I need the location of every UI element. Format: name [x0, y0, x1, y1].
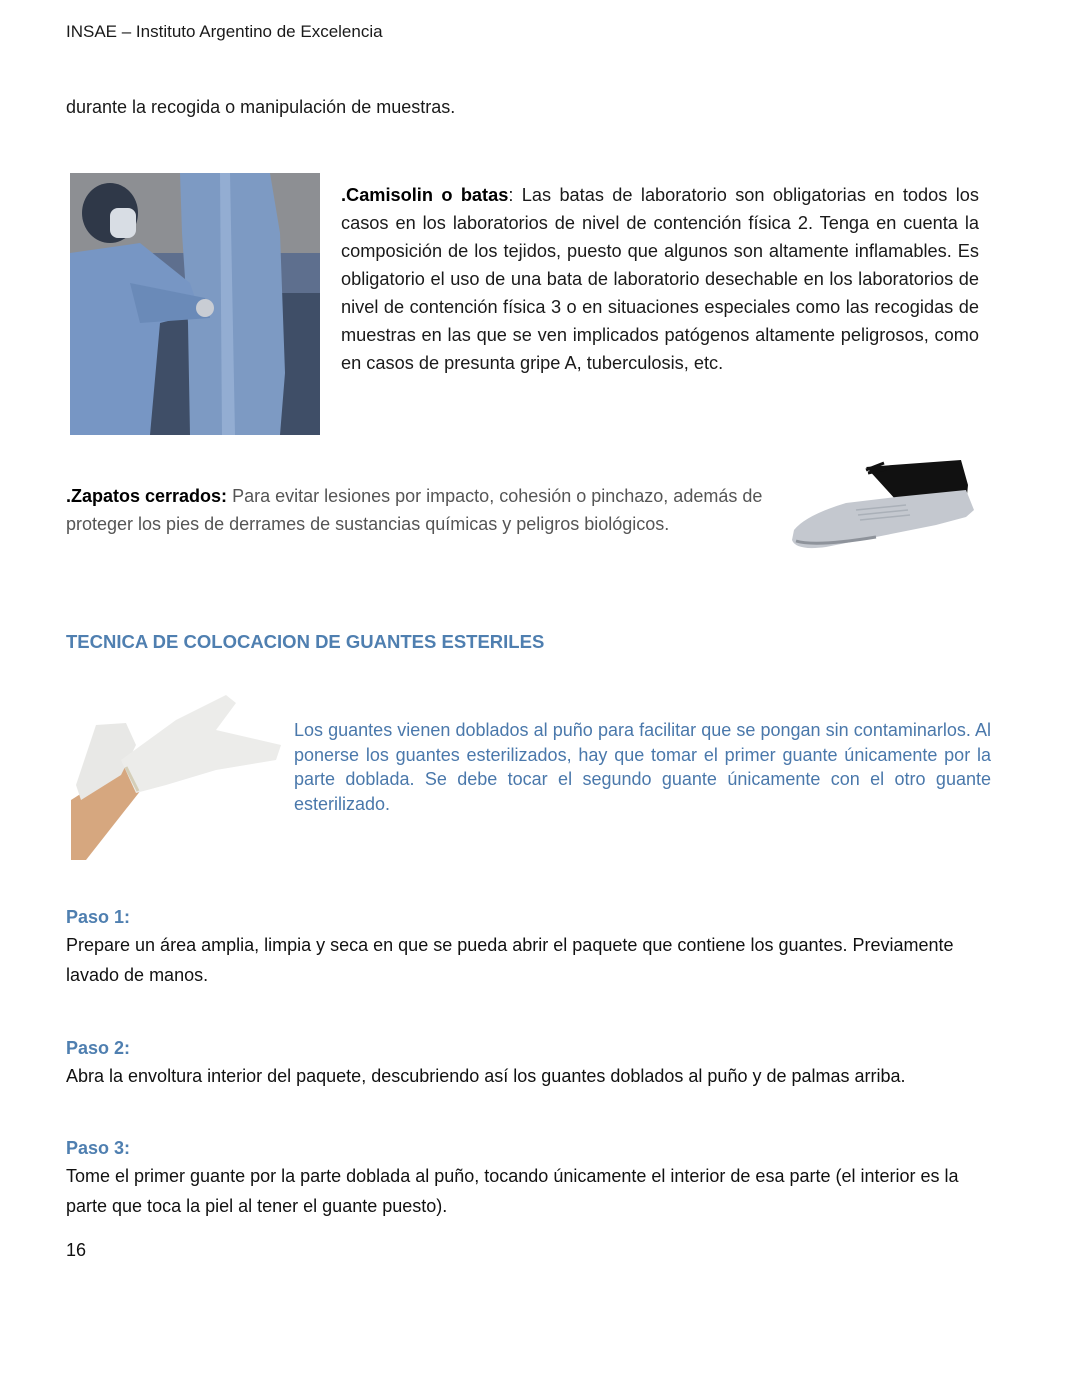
step-2-text: Abra la envoltura interior del paquete, descubriendo así los guantes doblados al puño y de palmas arriba.	[66, 1066, 906, 1086]
gown-illustration-icon	[70, 173, 320, 435]
page-number: 16	[66, 1240, 87, 1260]
shoe-cover-icon	[786, 455, 976, 555]
closed-shoe-image	[786, 455, 976, 555]
shoes-paragraph	[66, 482, 806, 538]
lab-gown-image	[70, 173, 320, 435]
gown-paragraph	[341, 181, 979, 377]
sterile-glove-image	[66, 685, 286, 865]
step-2-title: Paso 2:	[66, 1038, 131, 1058]
step-3-text: Tome el primer guante por la parte doblada al puño, tocando únicamente el interior de esa parte (el interior es la parte que toca la piel al tener el guante puesto).	[66, 1166, 959, 1216]
gown-title: .Camisolin o batas	[341, 185, 509, 205]
step-1-title: Paso 1:	[66, 907, 131, 927]
step-1-text: Prepare un área amplia, limpia y seca en que se pueda abrir el paquete que contiene los guantes. Previamente lavado de manos.	[66, 935, 954, 985]
continuation-text: durante la recogida o manipulación de muestras.	[66, 97, 456, 117]
section-title: TECNICA DE COLOCACION DE GUANTES ESTERILES	[66, 631, 545, 652]
gloves-intro-paragraph: Los guantes vienen doblados al puño para facilitar que se pongan sin contaminarlos. Al ponerse los guantes esterilizados, hay que tomar el primer guante únicamente por la parte doblada. Se debe tocar el segundo guante únicamente con el otro guante esterilizado.	[294, 720, 991, 814]
glove-hand-icon	[66, 685, 286, 865]
shoes-title: .Zapatos cerrados:	[66, 486, 228, 506]
step-3-title: Paso 3:	[66, 1138, 131, 1158]
page-header: INSAE – Instituto Argentino de Excelencia	[66, 22, 383, 41]
shoes-text: Para evitar lesiones por impacto, cohesión o pinchazo, además de proteger los pies de derrames de sustancias químicas y peligros biológicos.	[66, 486, 763, 534]
gown-text: : Las batas de laboratorio son obligatorias en todos los casos en los laboratorios de nivel de contención física 2. Tenga en cuenta la composición de los tejidos, puesto que algunos son altamente inflamables. Es obligatorio el uso de una bata de laboratorio desechable en los laboratorios de nivel de contención física 3 o en situaciones especiales como las recogidas de muestras en las que se ven implicados patógenos altamente peligrosos, como en casos de presunta gripe A, tuberculosis, etc.	[341, 185, 979, 373]
